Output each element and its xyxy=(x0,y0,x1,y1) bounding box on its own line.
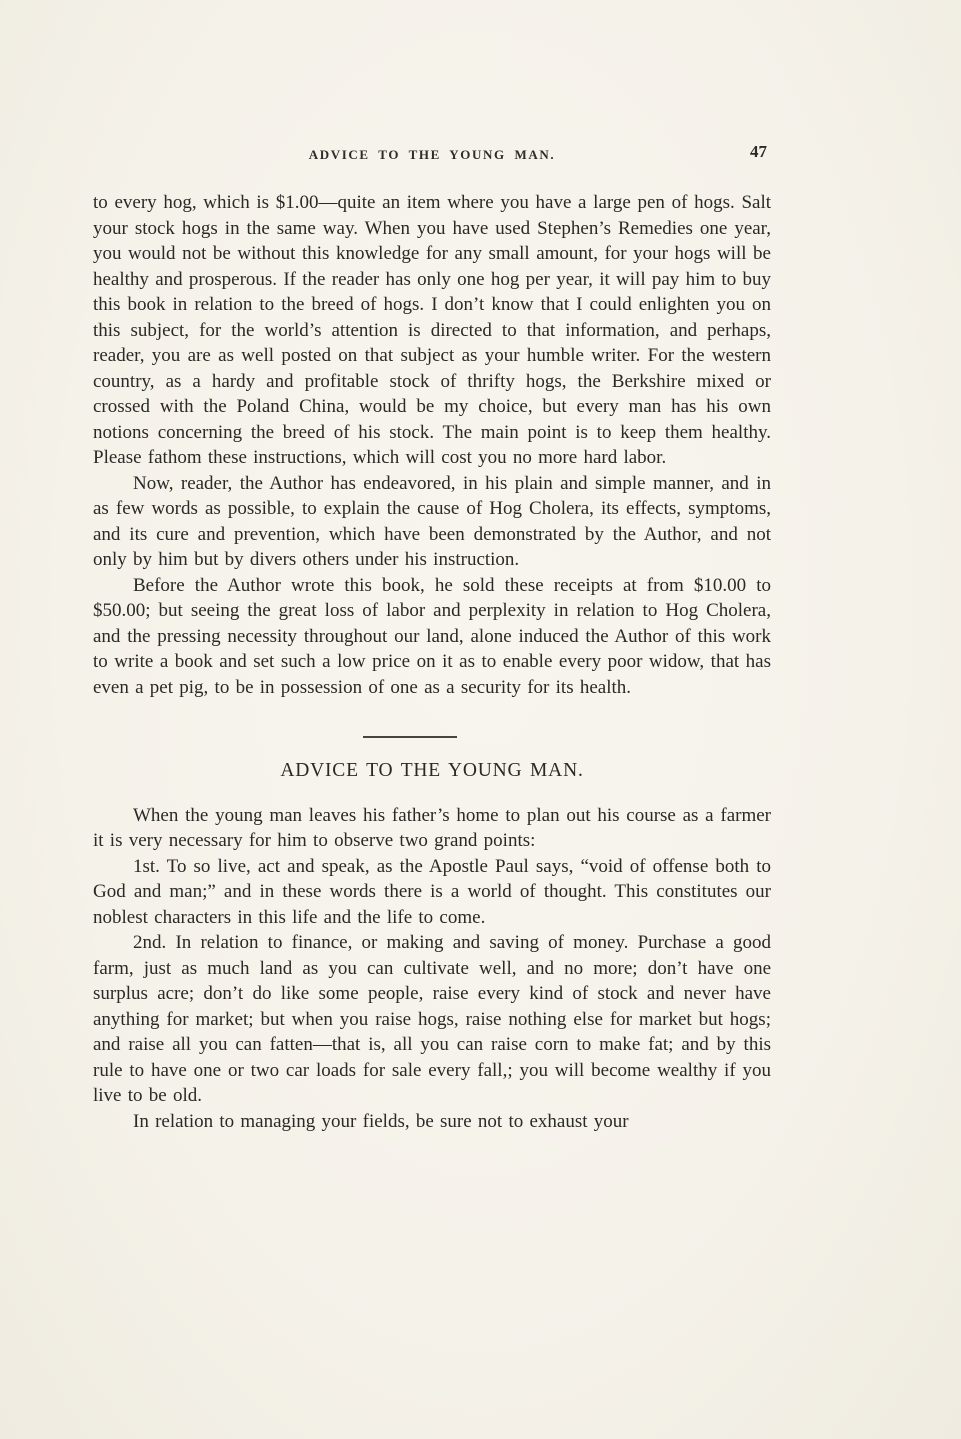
paragraph-continuation-1: to every hog, which is $1.00—quite an item where you have a large pen of hogs. Salt your stock hogs in the same way. When you have used Stephen’s Remedies one year, you would not be without this knowledge for any small amount, for your hogs will be healthy and prosperous. If the reader has only one hog per year, it will pay him to buy this book in relation to the breed of hogs. I don’t know that I could enlighten you on this subject, for the world’s attention is directed to that information, and perhaps, reader, you are as well posted on that subject as your humble writer. For the western country, as a hardy and profitable stock of thrifty hogs, the Berkshire mixed or crossed with the Poland China, would be my choice, but every man has his own notions concerning the breed of his stock. The main point is to keep them healthy. Please fathom these instructions, which will cost you no more hard labor. xyxy=(93,192,771,468)
section-divider xyxy=(363,736,457,738)
section-heading: ADVICE TO THE YOUNG MAN. xyxy=(280,759,584,781)
paragraph-section-3: 2nd. In relation to finance, or making and saving of money. Purchase a good farm, just as much land as you can cultivate well, and no more; don’t have one surplus acre; don’t do like some people, raise every kind of stock and never have anything for market; but when you raise hogs, raise nothing else for market but hogs; and raise all you can fatten—that is, all you can raise corn to make fat; and by this rule to have one or two car loads for sale every fall,; you will become wealthy if you live to be old. xyxy=(93,932,771,1106)
page-number: 47 xyxy=(750,142,767,161)
text-block xyxy=(93,142,771,1134)
running-title: ADVICE TO THE YOUNG MAN. xyxy=(308,147,556,162)
paragraph-continuation-2: Now, reader, the Author has endeavored, in his plain and simple manner, and in as few words as possible, to explain the cause of Hog Cholera, its effects, symptoms, and its cure and prevention, which have been demonstrated by the Author, and not only by him but by divers others under his instruction. xyxy=(93,472,771,570)
paragraph-section-4: In relation to managing your fields, be sure not to exhaust your xyxy=(133,1110,629,1132)
page-header xyxy=(93,142,771,168)
paragraph-continuation-3: Before the Author wrote this book, he sold these receipts at from $10.00 to $50.00; but seeing the great loss of labor and perplexity in relation to Hog Cholera, and the pressing necessity throughout our land, alone induced the Author of this work to write a book and set such a low price on it as to enable every poor widow, that has even a pet pig, to be in possession of one as a security for its health. xyxy=(93,574,771,698)
paragraph-section-1: When the young man leaves his father’s home to plan out his course as a farmer it is very necessary for him to observe two grand points: xyxy=(93,804,771,851)
paragraph-section-2: 1st. To so live, act and speak, as the Apostle Paul says, “void of offense both to God and man;” and in these words there is a world of thought. This constitutes our noblest characters in this life and the life to come. xyxy=(93,855,771,928)
